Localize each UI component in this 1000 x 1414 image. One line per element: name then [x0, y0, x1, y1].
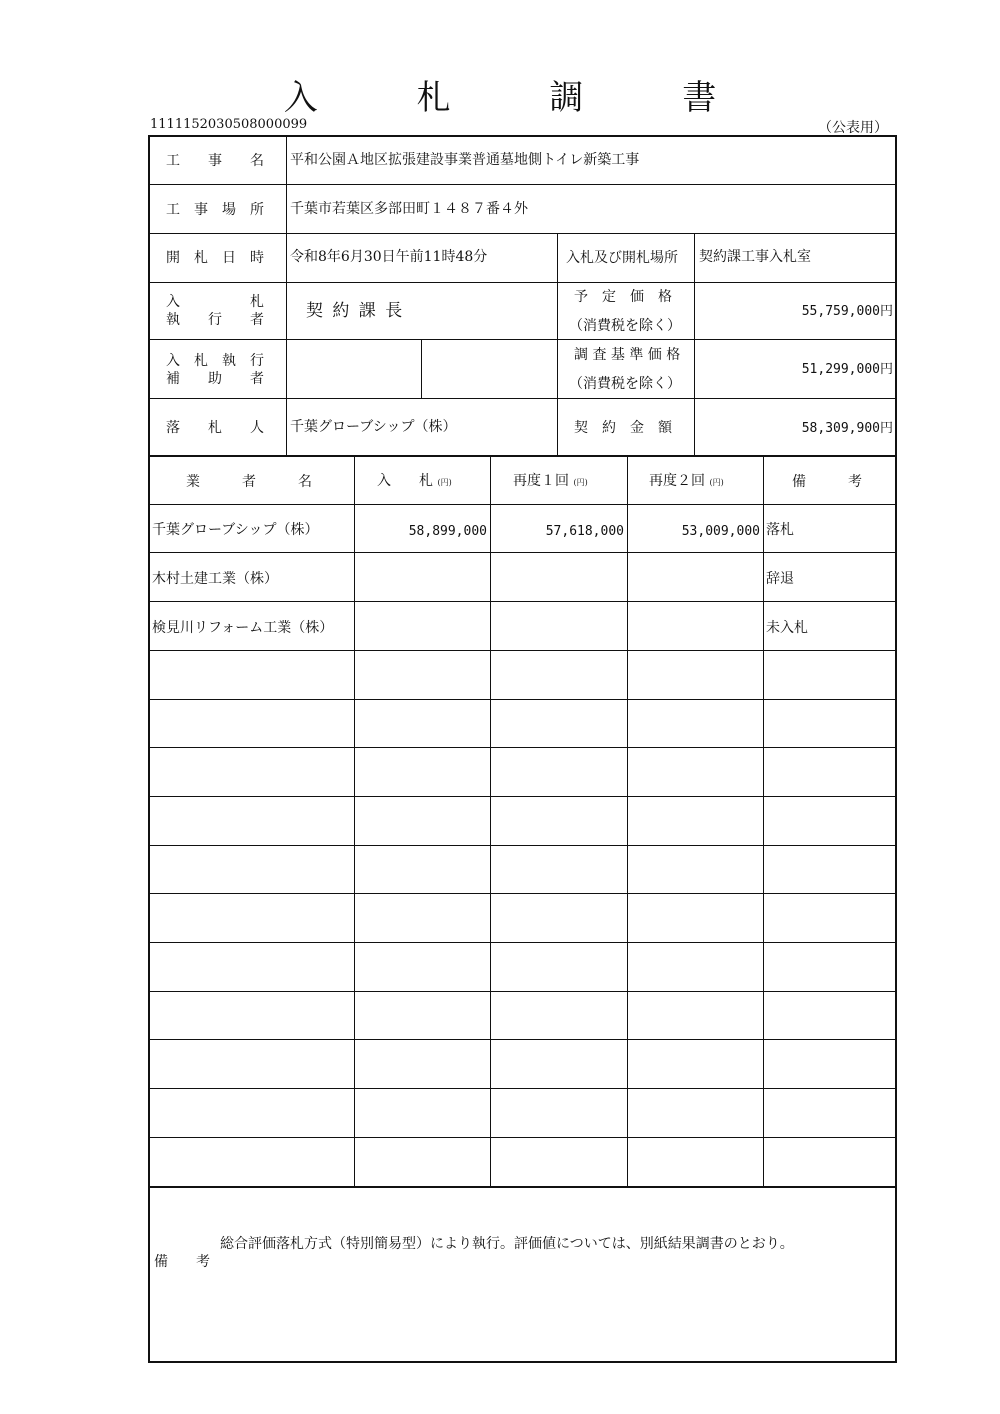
public-use-label: （公表用） [818, 120, 888, 136]
header-notes: 備 考 [792, 474, 862, 490]
divider [150, 282, 895, 283]
opening-datetime-value: 令和8年6月30日午前11時48分 [290, 249, 488, 265]
document-number: 1111152030508000099 [150, 117, 308, 132]
divider [421, 339, 422, 398]
row-company: 検見川リフォーム工業（株） [152, 620, 334, 636]
table-row-line [150, 552, 895, 553]
divider [150, 184, 895, 185]
assistant-label-2: 補 助 者 [166, 371, 264, 387]
form-frame [148, 135, 897, 1363]
table-row-line [150, 1039, 895, 1040]
bid-place-value: 契約課工事入札室 [699, 249, 811, 265]
table-row-line [150, 504, 895, 505]
row-rebid-1: 57,618,000 [545, 524, 624, 539]
survey-price-value: 51,299,000円 [801, 362, 893, 377]
opening-datetime-label: 開 札 日 時 [166, 250, 264, 266]
divider [150, 339, 895, 340]
work-place-value: 千葉市若葉区多部田町１４８７番４外 [290, 201, 528, 217]
table-row-line [150, 796, 895, 797]
work-name-value: 平和公園Ａ地区拡張建設事業普通墓地側トイレ新築工事 [290, 152, 640, 168]
executor-label-2: 執 行 者 [166, 312, 264, 328]
table-column-line [627, 455, 628, 1186]
divider [150, 398, 895, 399]
remarks-text: 総合評価落札方式（特別簡易型）により執行。評価値については、別紙結果調書のとおり。 [220, 1236, 794, 1252]
work-place-label: 工 事 場 所 [166, 202, 264, 218]
bid-place-label: 入札及び開札場所 [566, 250, 678, 266]
table-column-line [490, 455, 491, 1186]
contract-amount-value: 58,309,900円 [801, 421, 893, 436]
divider [694, 233, 695, 455]
header-company: 業 者 名 [186, 474, 312, 490]
table-row-line [150, 699, 895, 700]
divider [150, 233, 895, 234]
divider [286, 137, 287, 455]
remarks-label: 備 考 [154, 1254, 210, 1270]
table-row-line [150, 601, 895, 602]
planned-price-label-1: 予 定 価 格 [574, 289, 672, 305]
row-notes: 落札 [766, 522, 794, 538]
table-row-line [150, 1088, 895, 1089]
survey-price-label-1: 調 査 基 準 価 格 [574, 347, 681, 363]
work-name-label: 工 事 名 [166, 153, 264, 169]
table-row-line [150, 845, 895, 846]
header-bid: 入 札 (円) [377, 473, 452, 489]
table-column-line [763, 455, 764, 1186]
executor-label-1: 入 札 [166, 294, 264, 310]
assistant-label-1: 入 札 執 行 [166, 353, 264, 369]
table-row-line [150, 991, 895, 992]
header-rebid-1: 再度１回 (円) [513, 473, 588, 489]
table-column-line [354, 455, 355, 1186]
table-row-line [150, 893, 895, 894]
planned-price-value: 55,759,000円 [801, 304, 893, 319]
winner-value: 千葉グローブシップ（株） [290, 419, 457, 435]
table-row-line [150, 747, 895, 748]
header-rebid-2: 再度２回 (円) [649, 473, 724, 489]
planned-price-label-2: （消費税を除く） [569, 318, 681, 334]
table-row-line [150, 1186, 895, 1188]
divider [150, 455, 895, 457]
table-row-line [150, 650, 895, 651]
survey-price-label-2: （消費税を除く） [569, 376, 681, 392]
row-notes: 未入札 [766, 620, 808, 636]
row-rebid-2: 53,009,000 [681, 524, 760, 539]
row-company: 千葉グローブシップ（株） [152, 522, 319, 538]
table-row-line [150, 1137, 895, 1138]
winner-label: 落 札 人 [166, 420, 264, 436]
divider [557, 233, 558, 455]
table-row-line [150, 942, 895, 943]
row-company: 木村土建工業（株） [152, 571, 278, 587]
executor-value: 契 約 課 長 [306, 301, 405, 321]
contract-amount-label: 契 約 金 額 [574, 420, 672, 436]
row-bid: 58,899,000 [408, 524, 487, 539]
page-title: 入 札 調 書 [283, 78, 761, 118]
row-notes: 辞退 [766, 571, 794, 587]
